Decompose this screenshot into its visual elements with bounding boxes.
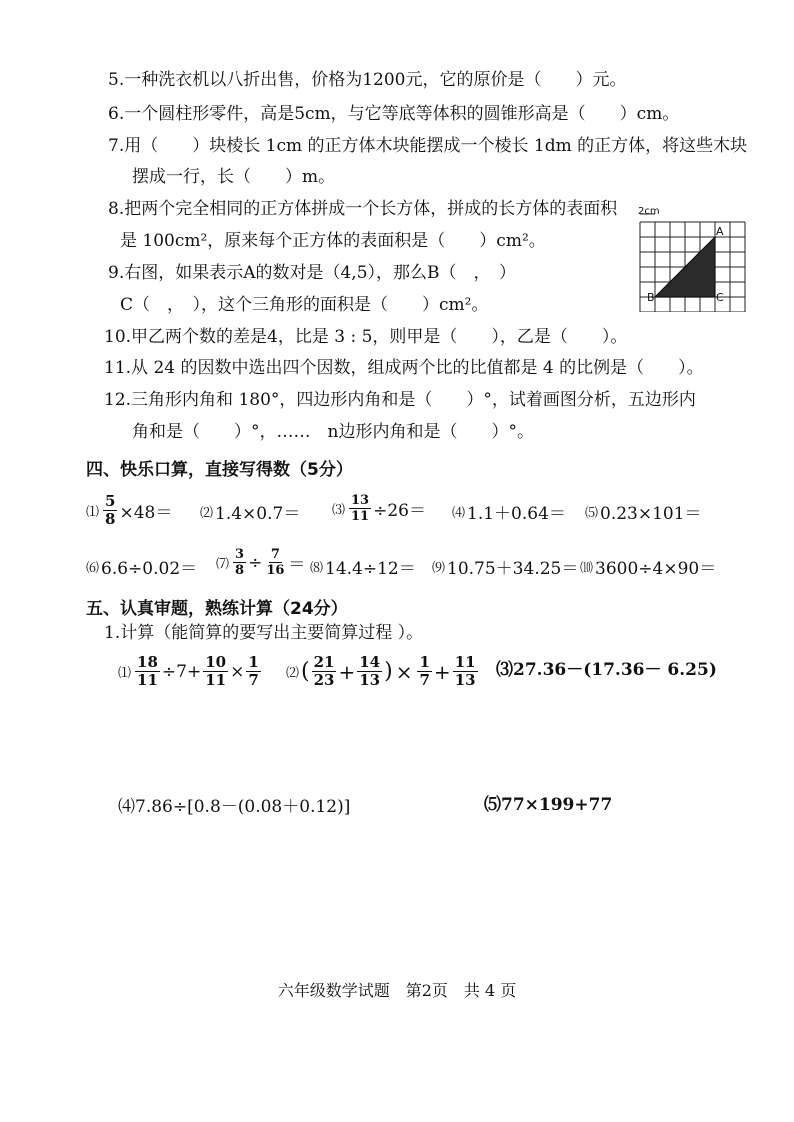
question-9-line2: C（ ， ），这个三角形的面积是（ ）cm²。 xyxy=(120,295,489,315)
fraction: $\frac{7}{16}$ xyxy=(266,547,285,578)
question-9-line1: 9.右图，如果表示A的数对是（4,5），那么B（ ， ） xyxy=(108,263,517,283)
question-7-line2: 摆成一行，长（ ）m。 xyxy=(132,167,336,187)
mental-item-4: ⑷ 1.1＋0.64＝ xyxy=(452,504,566,524)
question-12-line1: 12.三角形内角和 180°，四边形内角和是（ ）°，试着画图分析，五边形内 xyxy=(104,390,696,410)
section-5-title: 五、认真审题，熟练计算（24分） xyxy=(86,599,348,619)
scale-label: 2cm xyxy=(638,206,660,217)
mental-item-8: ⑻ 14.4÷12＝ xyxy=(310,559,416,579)
calc-item-2: ⑵ ( $\frac{21}{23}$ + $\frac{14}{13}$ ) × $\frac{1}{7}$ + $\frac{11}{13}$ xyxy=(286,653,476,689)
mental-item-2: ⑵ 1.4×0.7＝ xyxy=(200,504,301,524)
question-8-line2: 是 100cm²，原来每个正方体的表面积是（ ）cm²。 xyxy=(120,231,546,251)
question-6: 6.一个圆柱形零件，高是5cm，与它等底等体积的圆锥形高是（ ）cm。 xyxy=(108,104,680,124)
question-7-line1: 7.用（ ）块棱长 1cm 的正方体木块能摆成一个棱长 1dm 的正方体，将这些木块 xyxy=(108,136,748,156)
mental-item-9: ⑼ 10.75＋34.25＝ xyxy=(432,559,579,579)
point-b-label: B xyxy=(647,291,655,304)
fraction: $\frac{3}{8}$ xyxy=(235,547,245,578)
grid-triangle-figure xyxy=(636,208,756,316)
calc-item-1: ⑴ $\frac{18}{11}$ ÷7+ $\frac{10}{11}$ × $\frac{1}{7}$ xyxy=(118,653,259,689)
section-5-instruction: 1.计算（能简算的要写出主要简算过程 ）。 xyxy=(104,623,424,643)
fraction: $\frac{13}{11}$ xyxy=(351,493,370,524)
point-c-label: C xyxy=(716,291,724,304)
fraction: $\frac{5}{8}$ xyxy=(105,492,116,528)
calc-item-3: ⑶27.36－(17.36－ 6.25) xyxy=(496,660,717,680)
page-footer: 六年级数学试题 第2页 共 4 页 xyxy=(277,981,517,1000)
point-a-label: A xyxy=(716,225,724,238)
mental-item-5: ⑸ 0.23×101＝ xyxy=(585,504,702,524)
question-12-line2: 角和是（ ）°，…… n边形内角和是（ ）°。 xyxy=(132,422,534,442)
mental-item-10: ⑽ 3600÷4×90＝ xyxy=(580,559,717,579)
mental-item-6: ⑹ 6.6÷0.02＝ xyxy=(86,559,198,579)
calc-item-5: ⑸77×199+77 xyxy=(484,795,613,815)
mental-item-1: ⑴ $\frac{5}{8}$ ×48＝ xyxy=(86,492,173,528)
section-4-title: 四、快乐口算，直接写得数（5分） xyxy=(86,460,353,480)
mental-item-3: ⑶ $\frac{13}{11}$ ÷26＝ xyxy=(332,493,426,524)
question-10: 10.甲乙两个数的差是4，比是 3 : 5，则甲是（ ），乙是（ ）。 xyxy=(104,327,628,347)
question-5: 5.一种洗衣机以八折出售，价格为1200元，它的原价是（ ）元。 xyxy=(108,70,627,90)
mental-item-7: ⑺ $\frac{3}{8}$ ÷ $\frac{7}{16}$ ＝ xyxy=(216,547,306,578)
question-8-line1: 8.把两个完全相同的正方体拼成一个长方体，拼成的长方体的表面积 xyxy=(108,199,618,219)
question-11: 11.从 24 的因数中选出四个因数，组成两个比的比值都是 4 的比例是（ ）。 xyxy=(104,358,704,378)
calc-item-4: ⑷7.86÷[0.8－(0.08＋0.12)] xyxy=(118,797,351,817)
